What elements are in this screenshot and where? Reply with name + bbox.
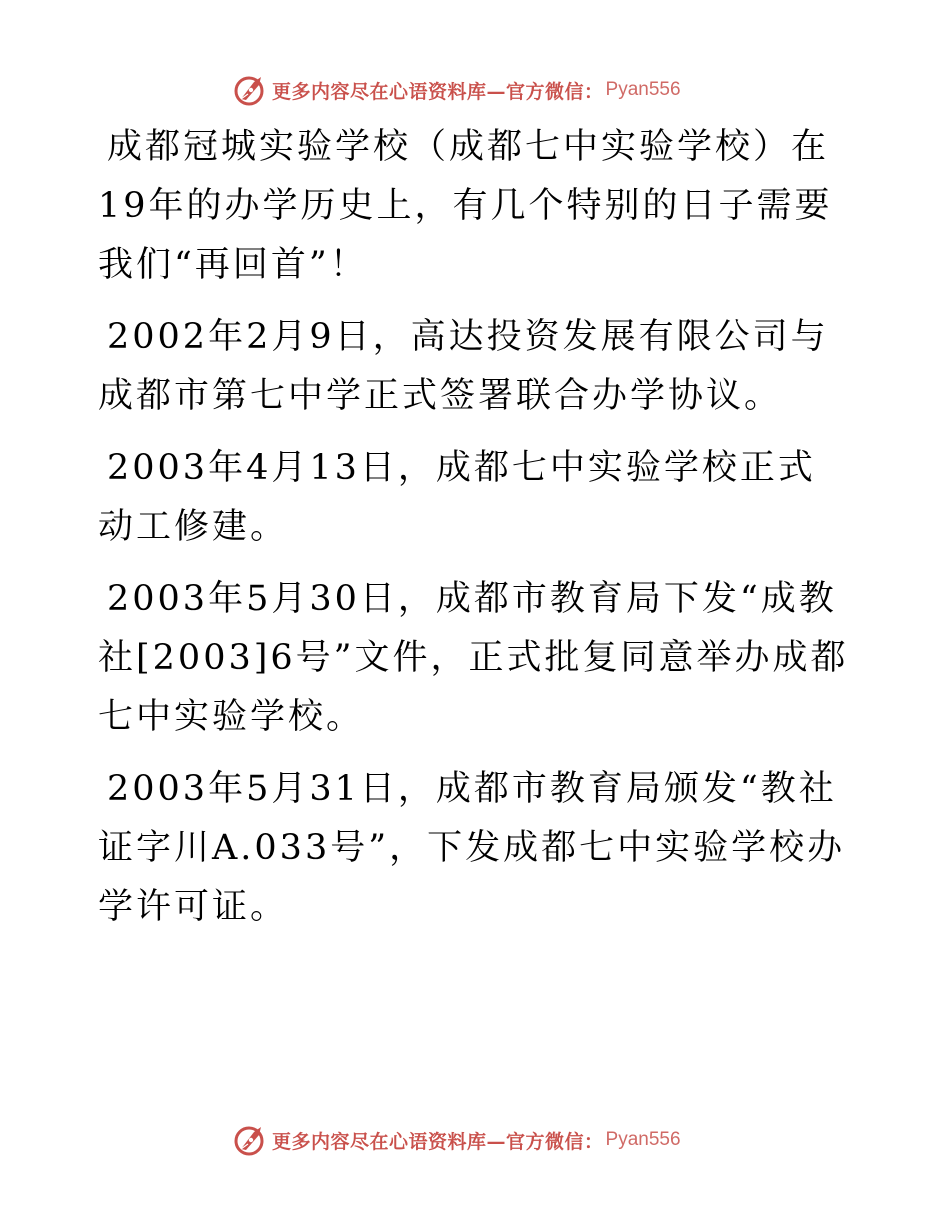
document-body [98,118,850,950]
paragraph-2003-license: 2003年5月31日，成都市教育局颁发“教社证字川A.033号”，下发成都七中实验学校办学许可证。 [98,769,846,927]
pen-nib-circle-icon [232,72,268,108]
paragraph-intro: 成都冠城实验学校（成都七中实验学校）在19年的办学历史上，有几个特别的日子需要我们“再回首”！ [98,127,833,285]
paragraph-2003-construction: 2003年4月13日，成都七中实验学校正式动工修建。 [98,448,816,547]
paragraph-2002-agreement: 2002年2月9日，高达投资发展有限公司与成都市第七中学正式签署联合办学协议。 [98,317,829,416]
footer-watermark [232,1120,681,1160]
pen-nib-circle-icon [232,1122,268,1158]
watermark-account: Pyan556 [605,79,681,100]
watermark-account: Pyan556 [605,1129,681,1150]
paragraph-2003-approval: 2003年5月30日，成都市教育局下发“成教社[2003]6号”文件，正式批复同意举办成都七中实验学校。 [98,579,849,737]
watermark-text: 更多内容尽在心语资料库—官方微信： [272,1130,604,1153]
watermark-text: 更多内容尽在心语资料库—官方微信： [272,80,604,103]
header-watermark [232,70,681,110]
